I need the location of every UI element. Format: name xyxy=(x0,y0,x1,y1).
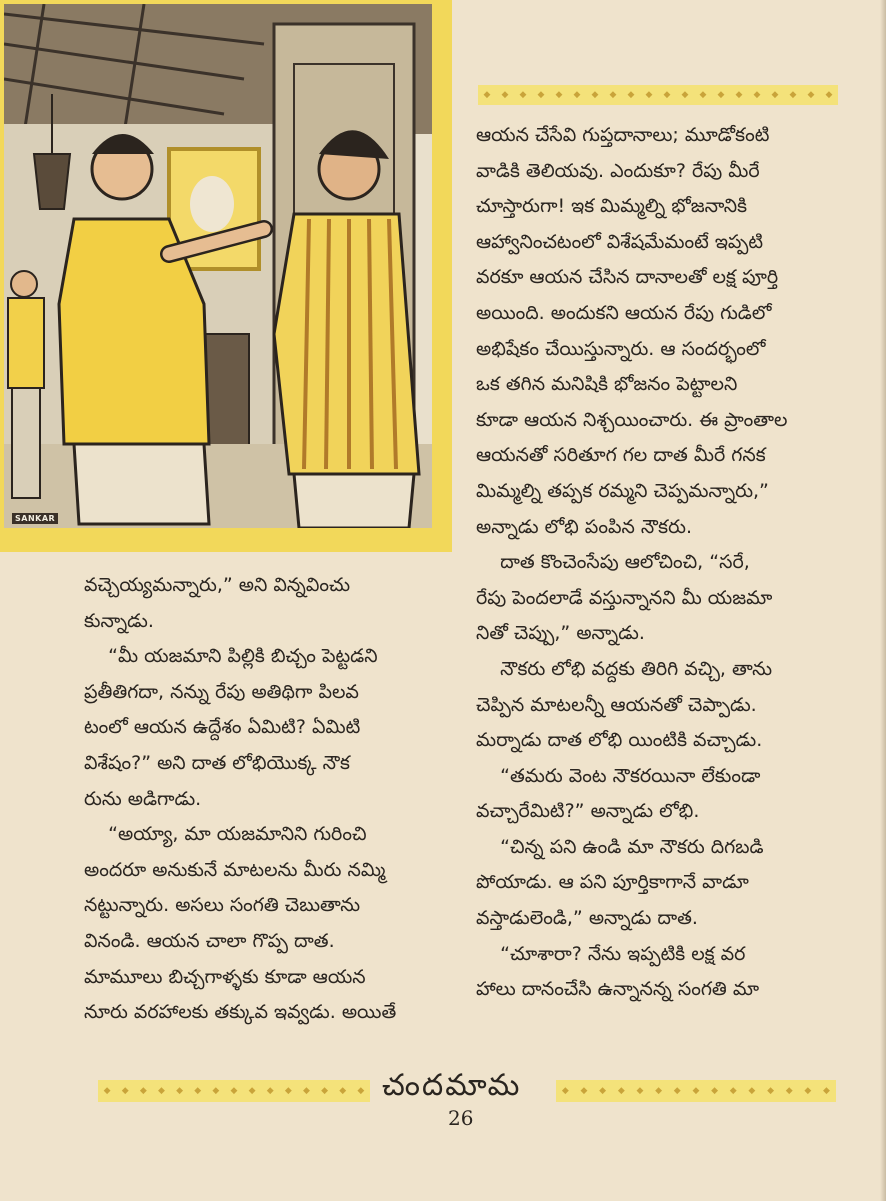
text-line: వచ్చెయ్యమన్నారు,” అని విన్నవించు xyxy=(84,574,351,596)
decorative-border-bottom-left: ◆ ◆ ◆ ◆ ◆ ◆ ◆ ◆ ◆ ◆ ◆ ◆ ◆ ◆ ◆ xyxy=(98,1080,370,1102)
text-line: విశేషం?” అని దాత లోభియొక్క నౌక xyxy=(84,751,350,774)
text-line: మిమ్మల్ని తప్పక రమ్మని చెప్పమన్నారు,” xyxy=(476,479,769,502)
text-line: ఆయనతో సరితూగ గల దాత మీరే గనక xyxy=(476,444,766,467)
text-line: వాడికి తెలియవు. ఎందుకూ? రేపు మీరే xyxy=(476,159,760,182)
text-line: కున్నాడు. xyxy=(84,609,154,632)
text-line: “తమరు వెంట నౌకరయినా లేకుండా xyxy=(476,764,761,787)
text-line: అయింది. అందుకని ఆయన రేపు గుడిలో xyxy=(476,301,772,324)
text-line: “చూశారా? నేను ఇప్పటికి లక్ష వర xyxy=(476,942,746,965)
text-line: “మీ యజమాని పిల్లికి బిచ్చం పెట్టడని xyxy=(84,645,378,668)
illustration-frame xyxy=(0,0,452,552)
right-text-column xyxy=(476,118,846,1008)
magazine-title: చందమామ xyxy=(382,1068,522,1103)
decorative-border-bottom-right: ◆ ◆ ◆ ◆ ◆ ◆ ◆ ◆ ◆ ◆ ◆ ◆ ◆ ◆ ◆ xyxy=(556,1080,836,1102)
page-edge-shadow xyxy=(880,0,886,1201)
text-line: నట్టున్నారు. అసలు సంగతి చెబుతాను xyxy=(84,894,361,917)
text-line: నితో చెప్పు,” అన్నాడు. xyxy=(476,622,645,645)
text-line: కూడా ఆయన నిశ్చయించారు. ఈ ప్రాంతాల xyxy=(476,408,788,431)
text-line: అభిషేకం చేయిస్తున్నారు. ఆ సందర్భంలో xyxy=(476,337,766,360)
text-line: ప్రతీతిగదా, నన్ను రేపు అతిథిగా పిలవ xyxy=(84,680,359,703)
text-line: వినండి. ఆయన చాలా గొప్ప దాత. xyxy=(84,929,335,952)
text-line: వచ్చారేమిటి?” అన్నాడు లోభి. xyxy=(476,800,700,823)
text-line: రేపు పెందలాడే వస్తున్నానని మీ యజమా xyxy=(476,586,773,609)
illustration xyxy=(4,4,432,528)
text-line: ఒక తగిన మనిషికి భోజనం పెట్టాలని xyxy=(476,373,738,396)
text-line: రును అడిగాడు. xyxy=(84,787,202,810)
text-line: “అయ్యా, మా యజమానిని గురించి xyxy=(84,823,367,846)
page-number: 26 xyxy=(448,1106,474,1130)
text-line: అందరూ అనుకునే మాటలను మీరు నమ్మి xyxy=(84,858,386,881)
text-line: ఆహ్వానించటంలో విశేషమేమంటే ఇప్పటి xyxy=(476,230,763,253)
left-text-column xyxy=(84,568,454,1031)
decorative-border-top: ◆ ◆ ◆ ◆ ◆ ◆ ◆ ◆ ◆ ◆ ◆ ◆ ◆ ◆ ◆ ◆ ◆ ◆ ◆ ◆ xyxy=(478,85,838,105)
text-line: చూస్తారుగా! ఇక మిమ్మల్ని భోజనానికి xyxy=(476,195,747,218)
text-line: “చిన్న పని ఉండి మా నౌకరు దిగబడి xyxy=(476,835,764,858)
text-line: హాలు దానంచేసి ఉన్నానన్న సంగతి మా xyxy=(476,978,760,1001)
text-line: చెప్పిన మాటలన్నీ ఆయనతో చెప్పాడు. xyxy=(476,693,757,716)
text-line: ఆయన చేసేవి గుప్తదానాలు; మూడోకంటి xyxy=(476,124,770,146)
text-line: వస్తాడులెండి,” అన్నాడు దాత. xyxy=(476,907,698,930)
text-line: మామూలు బిచ్చగాళ్ళకు కూడా ఆయన xyxy=(84,965,366,988)
text-line: నౌకరు లోభి వద్దకు తిరిగి వచ్చి, తాను xyxy=(476,657,773,680)
text-line: నూరు వరహాలకు తక్కువ ఇవ్వడు. అయితే xyxy=(84,1001,397,1024)
text-line: అన్నాడు లోభి పంపిన నౌకరు. xyxy=(476,515,692,538)
text-line: టంలో ఆయన ఉద్దేశం ఏమిటి? ఏమిటి xyxy=(84,716,361,739)
text-line: పోయాడు. ఆ పని పూర్తికాగానే వాడూ xyxy=(476,871,749,894)
text-line: మర్నాడు దాత లోభి యింటికి వచ్చాడు. xyxy=(476,729,763,752)
illustrator-signature: SANKAR xyxy=(12,513,58,524)
text-line: వరకూ ఆయన చేసిన దానాలతో లక్ష పూర్తి xyxy=(476,266,779,289)
text-line: దాత కొంచెంసేపు ఆలోచించి, “సరే, xyxy=(476,551,750,574)
